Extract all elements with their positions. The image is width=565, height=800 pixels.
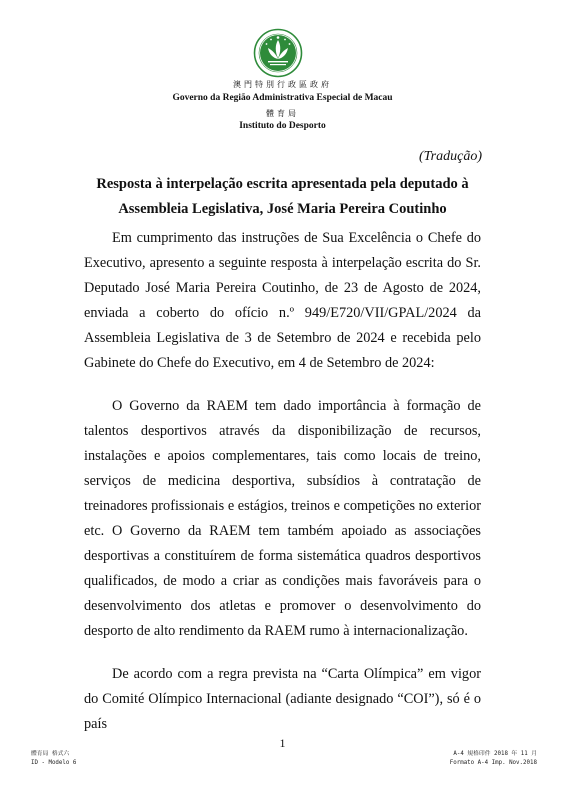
department-name-portuguese: Instituto do Desporto	[239, 121, 326, 131]
government-name-portuguese: Governo da Região Administrativa Especial de Macau	[172, 93, 393, 103]
form-code-chinese: 體育局 格式六	[31, 751, 70, 757]
document-title	[84, 172, 481, 222]
document-body	[84, 226, 481, 755]
print-format-footer	[450, 750, 537, 768]
department-name-chinese: 體育局	[266, 109, 299, 118]
title-line-2: Assembleia Legislativa, José Maria Pereira Coutinho	[118, 201, 447, 217]
government-name-chinese: 澳門特別行政區政府	[233, 80, 332, 89]
body-paragraph: O Governo da RAEM tem dado importância à formação de talentos desportivos através da disponibilização de recursos, instalações e apoios complementares, tais como locais de treino, serviços de medicina desportiva, subsídios à contratação de treinadores profissionais e estágios, treinos e competições no exterior etc. O Governo da RAEM tem também apoiado as associações desportivas a constituírem de forma sistemática quadros desportivos qualificados, de modo a criar as condições mais favoráveis para o desenvolvimento dos atletas e promover o desenvolvimento do desporto de alto rendimento da RAEM rumo à internacionalização.	[84, 398, 481, 639]
print-format-portuguese: Formato A-4 Imp. Nov.2018	[449, 760, 537, 766]
form-code-portuguese: ID - Modelo 6	[31, 760, 77, 766]
macau-emblem-icon	[253, 28, 303, 78]
body-paragraph: Em cumprimento das instruções de Sua Excelência o Chefe do Executivo, apresento a seguinte resposta à interpelação escrita do Sr. Deputado José Maria Pereira Coutinho, de 23 de Agosto de 2024, enviada a coberto do ofício n.º 949/E720/VII/GPAL/2024 da Assembleia Legislativa de 3 de Setembro de 2024 e recebida pelo Gabinete do Chefe do Executivo, em 4 de Setembro de 2024:	[84, 230, 481, 371]
print-format-chinese: A-4 規格印件 2018 年 11 月	[453, 751, 537, 757]
form-code-footer	[31, 750, 76, 768]
body-paragraph: De acordo com a regra prevista na “Carta Olímpica” em vigor do Comité Olímpico Internacional (adiante designado “COI”), só é o país	[84, 666, 481, 732]
title-line-1: Resposta à interpelação escrita apresentada pela deputado à	[96, 176, 469, 192]
page-number: 1	[279, 736, 286, 750]
translation-note: (Tradução)	[419, 149, 482, 164]
